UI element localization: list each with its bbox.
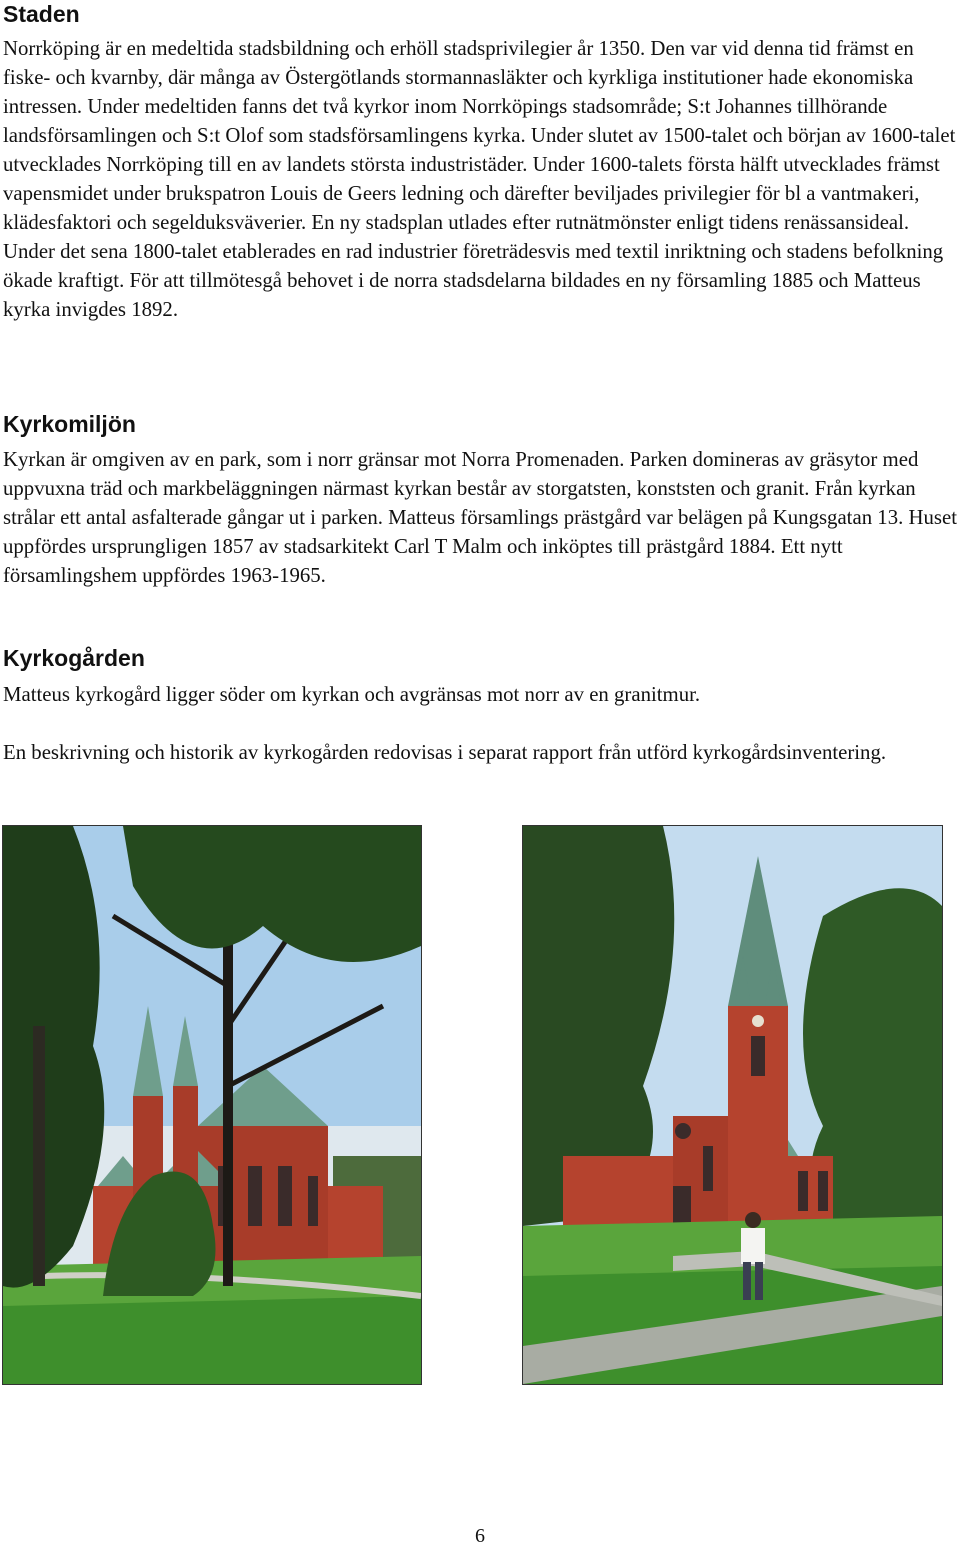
paragraph-staden: Norrköping är en medeltida stadsbildning och erhöll stadsprivilegier år 1350. Den var vid denna tid främst en fiske- och kvarnby, där många av Östergötlands stormannasläkter och kyrkliga institutioner hade ekonomiska intressen. Under medeltiden fanns det två kyrkor inom Norrköpings stadsområde; S:t Johannes tillhörande landsförsamlingen och S:t Olof som stadsförsamlingens kyrka. Under slutet av 1500-talet och början av 1600-talet utvecklades Norrköping till en av landets största industristäder. Under 1600-talets första hälft utvecklades främst vapensmidet under brukspatron Louis de Geers ledning och därefter beviljades privilegier för bl a vantmakeri, klädesfaktori och segelduksväverier. En ny stadsplan utlades efter rutnätmönster enligt tidens renässansideal. Under det sena 1800-talet etablerades en rad industrier företrädesvis med textil inriktning och stadens befolkning ökade kraftigt. För att tillmötesgå behovet i de norra stadsdelarna bildades en ny församling 1885 och Matteus kyrka invigdes 1892.	[3, 37, 956, 321]
church-photo-right	[522, 825, 943, 1385]
paragraph-kyrkogarden-2: En beskrivning och historik av kyrkogården redovisas i separat rapport från utförd kyrkogårdsinventering.	[3, 741, 887, 764]
church-photo-left	[2, 825, 422, 1385]
church-photo-left-drawing	[3, 826, 421, 1384]
paragraph-kyrkogarden-1: Matteus kyrkogård ligger söder om kyrkan och avgränsas mot norr av en granitmur.	[3, 683, 701, 706]
heading-kyrkogarden: Kyrkogården	[3, 645, 145, 671]
heading-staden: Staden	[3, 1, 80, 27]
church-photo-right-drawing	[523, 826, 942, 1384]
page-number: 6	[475, 1525, 485, 1547]
heading-kyrkomiljon: Kyrkomiljön	[3, 411, 136, 437]
paragraph-kyrkomiljon: Kyrkan är omgiven av en park, som i norr gränsar mot Norra Promenaden. Parken domineras av gräsytor med uppvuxna träd och markbeläggningen närmast kyrkan består av storgatsten, konststen och granit. Från kyrkan strålar ett antal asfalterade gångar ut i parken. Matteus församlings prästgård var belägen på Kungsgatan 13. Huset uppfördes ursprungligen 1857 av stadsarkitekt Carl T Malm och inköptes till prästgård 1884. Ett nytt församlingshem uppfördes 1963-1965.	[3, 448, 958, 587]
